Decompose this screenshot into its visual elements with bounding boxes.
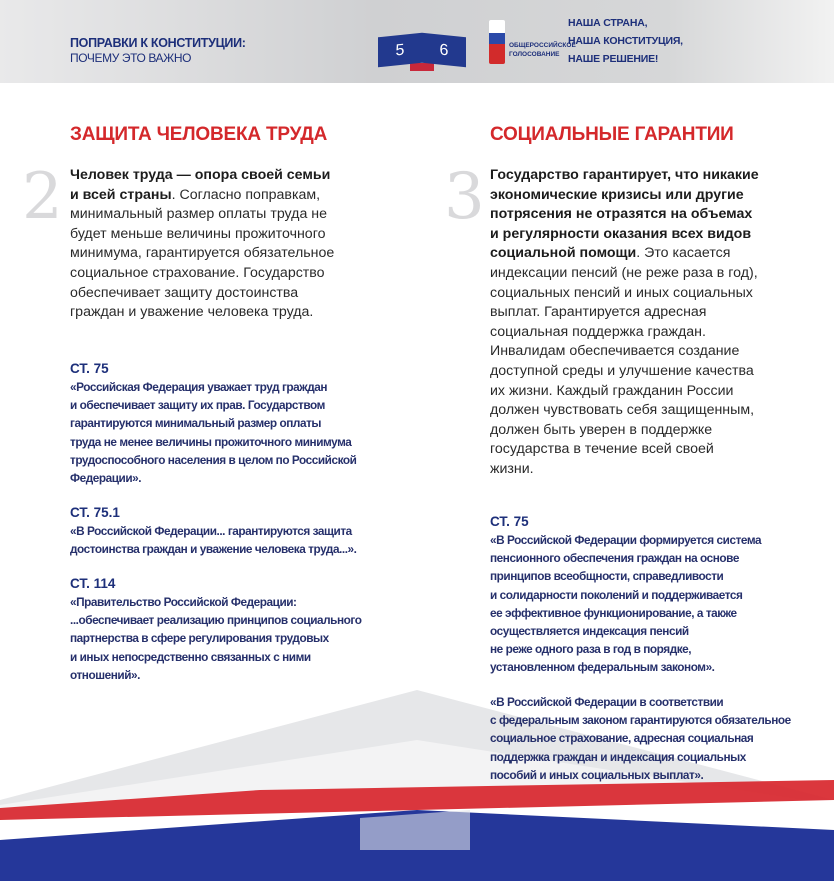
- article-label: СТ. 75.1: [70, 505, 120, 520]
- article-quote: «Правительство Российской Федерации: ...обеспечивает реализацию принципов социального партнерства в сфере регулирования трудовых и иных непосредственно связанных с ними отношений».: [70, 595, 362, 682]
- brochure-subtitle: ПОЧЕМУ ЭТО ВАЖНО: [70, 51, 192, 65]
- article-quote: «Российская Федерация уважает труд граждан и обеспечивает защиту их прав. Государством гарантируются минимальный размер оплаты труда не менее величины прожиточного минимума трудоспособного населения в целом по Российской Федерации».: [70, 380, 357, 486]
- social-paragraph: [490, 166, 759, 480]
- article-quote: «В Российской Федерации в соответствии с федеральным законом гарантируются обязательное социальное страхование, адресная социальная поддержка граждан и индексация социальных пособий и иных социальных выплат».: [490, 695, 791, 782]
- article-label: СТ. 75: [490, 514, 529, 529]
- labor-lead-bold: Человек труда — опора своей семьи и всей страны: [70, 167, 331, 203]
- section-number-2: 2: [22, 160, 63, 234]
- page-number-right: 6: [422, 33, 466, 68]
- page-number-left: 5: [378, 33, 422, 68]
- page-numbers: [378, 35, 466, 67]
- section-number-3: 3: [444, 160, 485, 234]
- section-title-social: СОЦИАЛЬНЫЕ ГАРАНТИИ: [490, 124, 734, 145]
- vote-logo-icon: [489, 20, 505, 64]
- social-lead-bold: Государство гарантирует, что никакие экономические кризисы или другие потрясения не отразятся на объемах и регулярности оказания всех видов социальной помощи: [490, 167, 759, 262]
- labor-paragraph: [70, 166, 334, 323]
- article-label: СТ. 75: [70, 361, 109, 376]
- bookmark-ribbon-icon: [410, 63, 434, 71]
- labor-lead-text: . Согласно поправкам, минимальный размер оплаты труда не будет меньше величины прожиточного минимума, гарантируется обязательное социальное страхование. Государство обеспечивает защиту достоинства граждан и уважение человека труда.: [70, 186, 335, 321]
- logo-text: ОБЩЕРОССИЙСКОЕ ГОЛОСОВАНИЕ: [509, 42, 576, 58]
- article-quote: «В Российской Федерации... гарантируются защита достоинства граждан и уважение человека труда...».: [70, 524, 357, 557]
- brochure-title: ПОПРАВКИ К КОНСТИТУЦИИ:: [70, 36, 246, 50]
- slogan: НАША СТРАНА, НАША КОНСТИТУЦИЯ, НАШЕ РЕШЕНИЕ!: [568, 17, 683, 65]
- article-quote: «В Российской Федерации формируется система пенсионного обеспечения граждан на основе принципов всеобщности, справедливости и солидарности поколений и поддерживается ее эффективное функционирование, а также осуществляется индексация пенсий не реже одного раза в год в порядке, установленном федеральным законом».: [490, 533, 762, 675]
- section-title-labor: ЗАЩИТА ЧЕЛОВЕКА ТРУДА: [70, 124, 328, 145]
- header-band: [0, 0, 834, 83]
- article-label: СТ. 114: [70, 576, 116, 591]
- social-lead-text: . Это касается индексации пенсий (не реже раза в год), социальных пенсий и иных социальных выплат. Гарантируется адресная социальная поддержка граждан. Инвалидам обеспечивается создание доступной среды и улучшение качества их жизни. Каждый гражданин России должен чувствовать себя защищенным, должен быть уверен в поддержке государства в течение всей своей жизни.: [490, 245, 758, 477]
